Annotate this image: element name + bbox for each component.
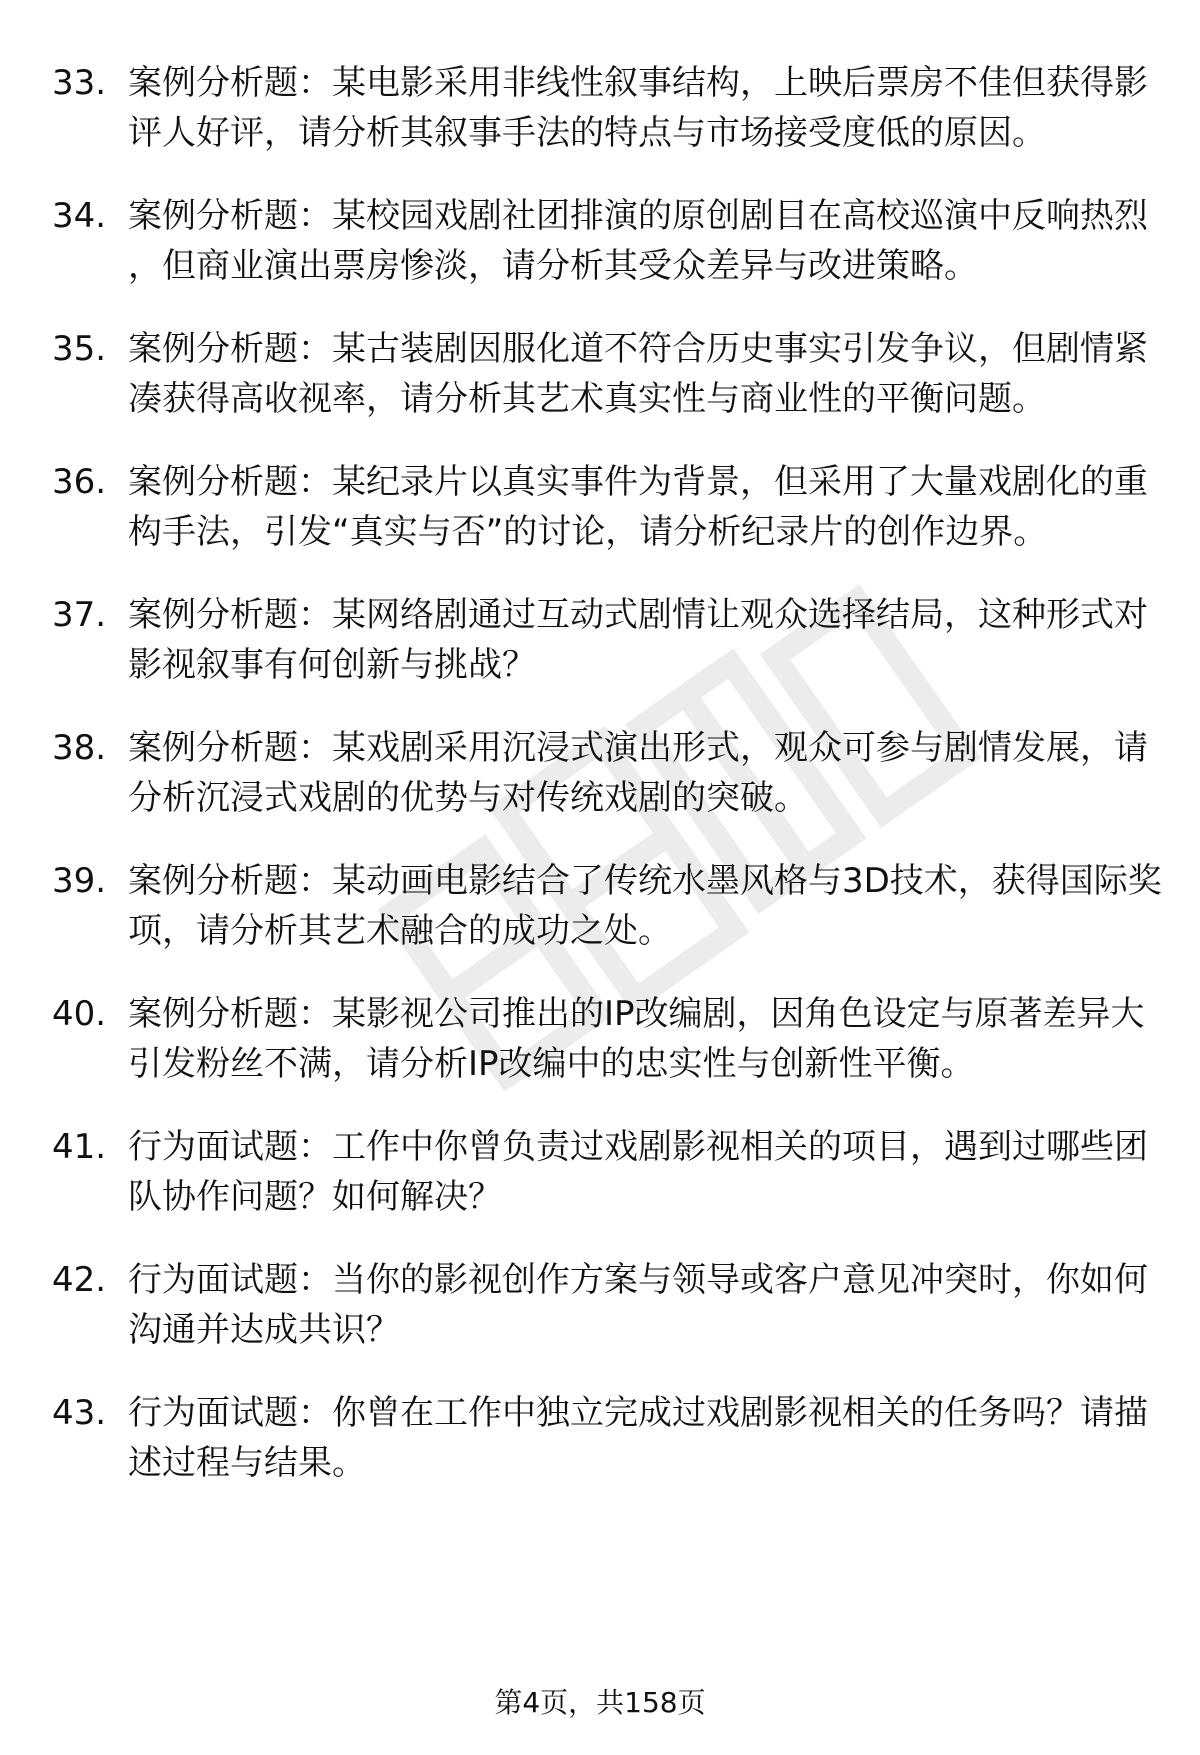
question-text: 案例分析题：某校园戏剧社团排演的原创剧目在高校巡演中反响热烈，但商业演出票房惨淡，请分析其受众差异与改进策略。 (128, 196, 1148, 286)
question-number: 42. (52, 1260, 107, 1300)
question-number: 39. (52, 861, 107, 901)
list-item (52, 989, 1162, 1089)
question-list (52, 58, 1162, 1521)
question-number: 41. (52, 1127, 107, 1167)
question-text: 案例分析题：某戏剧采用沉浸式演出形式，观众可参与剧情发展，请分析沉浸式戏剧的优势与对传统戏剧的突破。 (128, 728, 1148, 818)
page-number-label: 第4页，共158页 (494, 1686, 706, 1719)
question-text: 案例分析题：某电影采用非线性叙事结构，上映后票房不佳但获得影评人好评，请分析其叙事手法的特点与市场接受度低的原因。 (128, 63, 1148, 153)
list-item (52, 723, 1162, 823)
question-number: 38. (52, 728, 107, 768)
question-number: 36. (52, 462, 107, 502)
question-number: 35. (52, 329, 107, 369)
question-text: 案例分析题：某影视公司推出的IP改编剧，因角色设定与原著差异大引发粉丝不满，请分析IP改编中的忠实性与创新性平衡。 (128, 994, 1145, 1084)
list-item (52, 324, 1162, 424)
question-number: 33. (52, 63, 107, 103)
list-item (52, 856, 1162, 956)
list-item (52, 1388, 1162, 1488)
list-item (52, 590, 1162, 690)
list-item (52, 457, 1162, 557)
list-item (52, 1255, 1162, 1355)
list-item (52, 58, 1162, 158)
list-item (52, 1122, 1162, 1222)
question-text: 案例分析题：某网络剧通过互动式剧情让观众选择结局，这种形式对影视叙事有何创新与挑战？ (128, 595, 1148, 685)
question-text: 案例分析题：某动画电影结合了传统水墨风格与3D技术，获得国际奖项，请分析其艺术融合的成功之处。 (128, 861, 1162, 951)
question-text: 行为面试题：当你的影视创作方案与领导或客户意见冲突时，你如何沟通并达成共识？ (128, 1260, 1148, 1350)
question-text: 行为面试题：你曾在工作中独立完成过戏剧影视相关的任务吗？请描述过程与结果。 (128, 1393, 1148, 1483)
question-text: 案例分析题：某古装剧因服化道不符合历史事实引发争议，但剧情紧凑获得高收视率，请分析其艺术真实性与商业性的平衡问题。 (128, 329, 1148, 419)
question-text: 案例分析题：某纪录片以真实事件为背景，但采用了大量戏剧化的重构手法，引发“真实与否”的讨论，请分析纪录片的创作边界。 (128, 462, 1148, 552)
question-text: 行为面试题：工作中你曾负责过戏剧影视相关的项目，遇到过哪些团队协作问题？如何解决？ (128, 1127, 1148, 1217)
question-number: 40. (52, 994, 107, 1034)
question-number: 34. (52, 196, 107, 236)
list-item (52, 191, 1162, 291)
page-footer (0, 1683, 1200, 1723)
question-number: 37. (52, 595, 107, 635)
question-number: 43. (52, 1393, 107, 1433)
